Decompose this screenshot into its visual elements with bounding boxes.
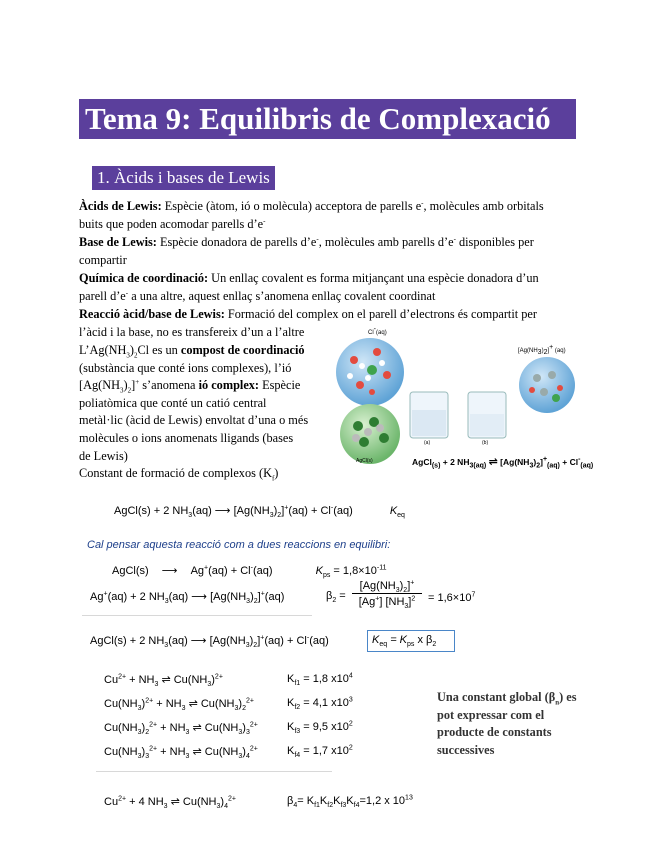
- global-constant-note: Una constant global $(\beta_n)$ es pot expressar com el producte de constants successives: [437, 690, 577, 757]
- two-reactions-note: Cal pensar aquesta reacció com a dues reaccions en equilibri:: [87, 539, 391, 551]
- label-agcl-s: AgCl(s): [356, 458, 373, 464]
- keq-expression: $K_{eq} = K_{ps}$ x $\beta_2$: [372, 634, 437, 649]
- definition-lewis-acid: Àcids de Lewis: Espècie (àtom, ió o molècula) acceptora de parells e-, molècules amb orbitals buits que poden acomodar parells d’e-: [79, 198, 544, 231]
- equation-ksp: AgCl(s) ⟶ Ag+(aq) + Cl-(aq) $K_{ps} = 1,8\times 10^{-11}$: [112, 564, 387, 580]
- section-heading: 1. Àcids i bases de Lewis: [92, 166, 275, 190]
- step-constant-3: $K_{f3} = 9,5$ $x10^2$: [287, 720, 353, 736]
- step-constant-4: $K_{f4} = 1,7$ $x10^2$: [287, 744, 353, 760]
- definition-coordination-chemistry: Química de coordinació: Un enllaç covalent es forma mitjançant una espècie donadora d’un parell d’e- a una altre, aquest enllaç s’anomena enllaç covalent coordinat: [79, 271, 539, 303]
- step-equation-4: $Cu(NH_3)_3^{2+} + NH_3$ ⇌ $Cu(NH_3)_4^{2+}$: [104, 745, 258, 761]
- beta4-value: $\beta_4= K_{f1}K_{f2}K_{f3}K_{f4}=1,2$ x $10^{13}$: [287, 794, 413, 810]
- step-constant-2: $K_{f2} = 4,1$ $x10^3$: [287, 696, 353, 712]
- equation-beta2-reaction: Ag+(aq) + 2 $NH_3(aq)$ ⟶ $[Ag(NH_3)_2]^+(aq)$: [90, 590, 285, 606]
- label-beaker-a: (a): [424, 440, 431, 446]
- complex-ion-sphere: [519, 357, 575, 413]
- label-cl-aq: Cl-(aq): [368, 326, 387, 336]
- beta2-value: = $1,6\times 10^7$: [428, 591, 476, 604]
- label-complex-aq: $[Ag(NH_3)_2]^+$ (aq): [518, 344, 566, 357]
- figure-reaction-label: AgCl$_{(s)}$ + 2 $NH_{3(aq)}$ ⇌ $[Ag(NH_3)_2]^+_{(aq)} + Cl^-_{(aq)}$: [412, 456, 594, 470]
- complex-formation-figure: [332, 326, 577, 465]
- page-title: Tema 9: Equilibris de Complexació: [79, 99, 576, 139]
- definition-lewis-base: Base de Lewis: Espècie donadora de parells d’e-, molècules amb parells d’e- disponibles per compartir: [79, 234, 534, 267]
- complex-description: $L’Ag(NH_3)_2Cl$ es un compost de coordinació (substància que conté ions complexes), l’ió $[Ag(NH_3)_2]^+$ s’anomena ió complex: Espècie poliatòmica que conté un catió central metàl·lic (àcid de Lewis) envoltat d’una o més molècules o ions anomenats lligands (bases de Lewis) Constant de formació de complexos $(K_f)$: [79, 343, 309, 483]
- step-equation-1: $Cu^{2+} + NH_3$ ⇌ $Cu(NH_3)^{2+}$: [104, 673, 223, 689]
- separator: [82, 615, 312, 616]
- equation-global-beta4: $Cu^{2+} + 4$ $NH_3$ ⇌ $Cu(NH_3)_4^{2+}$: [104, 795, 236, 811]
- definition-lewis-reaction: Reacció àcid/base de Lewis: Formació del complex on el parell d’electrons és compartit per l’àcid i la base, no es transfereix d’un a l’altre: [79, 307, 537, 339]
- equation-keq-product: AgCl(s) + 2 $NH_3(aq)$ ⟶ $[Ag(NH_3)_2]^+(aq) + Cl^-(aq)$: [90, 634, 329, 650]
- beta2-fraction: $[Ag(NH_3)_2]^+$ [Ag+] $[NH_3]^2$: [352, 580, 422, 608]
- beta2-symbol: $\beta_2$ =: [326, 590, 346, 605]
- label-beaker-b: (b): [482, 440, 489, 446]
- separator-2: [96, 771, 332, 772]
- step-constant-1: $K_{f1} = 1,8$ $x10^4$: [287, 672, 353, 688]
- step-equation-2: $Cu(NH_3)^{2+} + NH_3$ ⇌ $Cu(NH_3)_2^{2+}$: [104, 697, 254, 713]
- equation-overall-keq: AgCl(s) + 2 $NH_3(aq)$ ⟶ $[Ag(NH_3)_2]^+(aq) + Cl^-(aq)$ $K_{eq}$: [114, 504, 405, 520]
- step-equation-3: $Cu(NH_3)_2^{2+} + NH_3$ ⇌ $Cu(NH_3)_3^{2+}$: [104, 721, 258, 737]
